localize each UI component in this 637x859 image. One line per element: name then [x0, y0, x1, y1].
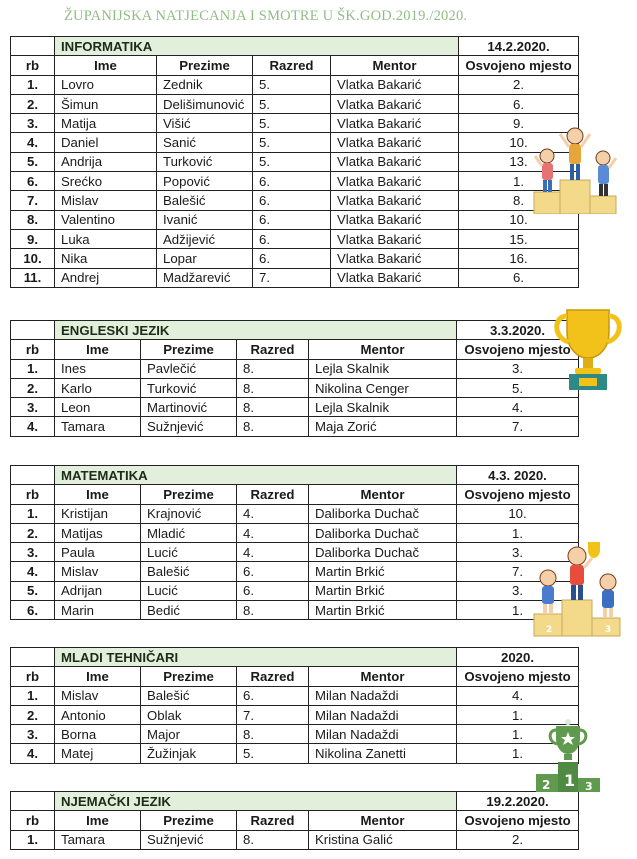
header-prezime: Prezime: [141, 811, 237, 830]
section-title: NJEMAČKI JEZIK: [55, 792, 457, 811]
cell-rb: 4.: [11, 562, 55, 581]
cell-mjesto: 6.: [459, 94, 579, 113]
cell-mjesto: 1.: [457, 705, 579, 724]
cell-ime: Matija: [55, 114, 157, 133]
header-row: [11, 485, 579, 504]
cell-prezime: Pavlečić: [141, 359, 237, 378]
kid-body-left: [542, 163, 553, 180]
table-row: [11, 172, 579, 191]
cell-mentor: Martin Brkić: [309, 562, 457, 581]
cell-rb: 3.: [11, 398, 55, 417]
cell-mjesto: 13.: [459, 152, 579, 171]
cell-rb: 6.: [11, 172, 55, 191]
cell-prezime: Sanić: [157, 133, 253, 152]
cell-prezime: Bedić: [141, 601, 237, 620]
table-row: [11, 725, 579, 744]
cell-mentor: Martin Brkić: [309, 581, 457, 600]
header-rb: rb: [11, 811, 55, 830]
cell-razred: 8.: [237, 417, 309, 436]
cell-mjesto: 3.: [457, 581, 579, 600]
cell-mjesto: 8.: [459, 191, 579, 210]
cell-razred: 8.: [237, 601, 309, 620]
cell-rb: 3.: [11, 725, 55, 744]
cell-razred: 6.: [253, 229, 331, 248]
kid-head-left: [540, 570, 556, 586]
header-razred: Razred: [253, 56, 331, 75]
cell-razred: 5.: [237, 744, 309, 763]
cell-mjesto: 6.: [459, 268, 579, 287]
header-mjesto: Osvojeno mjesto: [457, 485, 579, 504]
table-row: [11, 543, 579, 562]
podium-digit-second: 2: [546, 625, 553, 635]
cell-razred: 4.: [237, 504, 309, 523]
cell-prezime: Martinović: [141, 398, 237, 417]
cell-razred: 5.: [253, 152, 331, 171]
header-mentor: Mentor: [309, 667, 457, 686]
cell-rb: 9.: [11, 229, 55, 248]
cell-ime: Mislav: [55, 686, 141, 705]
cell-razred: 5.: [253, 75, 331, 94]
cell-prezime: Balešić: [157, 191, 253, 210]
cell-razred: 8.: [237, 398, 309, 417]
cell-ime: Borna: [55, 725, 141, 744]
table-row: [11, 249, 579, 268]
podium-digit-third: 3: [585, 780, 593, 793]
trophy-cup: [567, 310, 609, 358]
cell-ime: Tamara: [55, 830, 141, 849]
section-title: MATEMATIKA: [55, 466, 457, 485]
cell-rb: 7.: [11, 191, 55, 210]
cell-mentor: Kristina Galić: [309, 830, 457, 849]
cell-razred: 7.: [253, 268, 331, 287]
cell-mentor: Milan Nadaždi: [309, 725, 457, 744]
table-row: [11, 601, 579, 620]
section-date: 19.2.2020.: [457, 792, 579, 811]
section-title: ENGLESKI JEZIK: [55, 321, 457, 340]
cell-ime: Daniel: [55, 133, 157, 152]
cell-ime: Leon: [55, 398, 141, 417]
header-ime: Ime: [55, 485, 141, 504]
header-razred: Razred: [237, 340, 309, 359]
table-row: [11, 378, 579, 397]
cell-rb: 2.: [11, 705, 55, 724]
header-mentor: Mentor: [309, 811, 457, 830]
podium-trophy-icon: [530, 716, 606, 796]
kids-winners-illustration: [528, 538, 628, 638]
table-row: [11, 152, 579, 171]
cell-mjesto: 9.: [459, 114, 579, 133]
cell-prezime: Major: [141, 725, 237, 744]
cell-razred: 5.: [253, 133, 331, 152]
cell-ime: Lovro: [55, 75, 157, 94]
cell-rb: 3.: [11, 543, 55, 562]
cell-ime: Kristijan: [55, 504, 141, 523]
cell-prezime: Lucić: [141, 581, 237, 600]
table-row: [11, 581, 579, 600]
cell-prezime: Lucić: [141, 543, 237, 562]
cell-mentor: Vlatka Bakarić: [331, 249, 459, 268]
header-mjesto: Osvojeno mjesto: [459, 56, 579, 75]
kid-head-center: [567, 128, 583, 144]
cell-prezime: Sužnjević: [141, 417, 237, 436]
cell-prezime: Zednik: [157, 75, 253, 94]
cell-ime: Antonio: [55, 705, 141, 724]
table-njemacki-jezik: [10, 791, 579, 850]
kid-body-center: [569, 144, 581, 164]
cell-prezime: Lopar: [157, 249, 253, 268]
cell-prezime: Žužinjak: [141, 744, 237, 763]
header-razred: Razred: [237, 485, 309, 504]
cell-rb: 2.: [11, 94, 55, 113]
podium-block-first: [562, 600, 592, 636]
cell-prezime: Balešić: [141, 562, 237, 581]
podium-block-third: [590, 196, 616, 214]
section-date: 2020.: [457, 648, 579, 667]
table-row: [11, 75, 579, 94]
cell-razred: 7.: [237, 705, 309, 724]
cell-ime: Mislav: [55, 562, 141, 581]
table-row: [11, 417, 579, 436]
cell-prezime: Mladić: [141, 523, 237, 542]
header-row: [11, 811, 579, 830]
cell-mentor: Nikolina Zanetti: [309, 744, 457, 763]
cell-mjesto: 10.: [459, 210, 579, 229]
small-trophy-icon: [588, 542, 600, 558]
header-mjesto: Osvojeno mjesto: [457, 811, 579, 830]
cell-razred: 6.: [253, 172, 331, 191]
table-row: [11, 114, 579, 133]
cell-prezime: Madžarević: [157, 268, 253, 287]
cell-mentor: Vlatka Bakarić: [331, 133, 459, 152]
cell-prezime: Balešić: [141, 686, 237, 705]
table-row: [11, 210, 579, 229]
kid-body-right: [598, 165, 609, 184]
cell-rb: 1.: [11, 830, 55, 849]
cell-razred: 5.: [253, 114, 331, 133]
cell-rb: 4.: [11, 417, 55, 436]
table-row: [11, 359, 579, 378]
table-matematika: [10, 465, 579, 620]
cell-rb: 2.: [11, 523, 55, 542]
cell-mentor: Lejla Skalnik: [309, 359, 457, 378]
header-mjesto: Osvojeno mjesto: [457, 340, 579, 359]
cell-mjesto: 2.: [459, 75, 579, 94]
cell-ime: Ines: [55, 359, 141, 378]
cell-mentor: Vlatka Bakarić: [331, 114, 459, 133]
cell-ime: Srećko: [55, 172, 157, 191]
cell-razred: 8.: [237, 725, 309, 744]
header-mentor: Mentor: [309, 340, 457, 359]
cell-ime: Matej: [55, 744, 141, 763]
cell-mentor: Vlatka Bakarić: [331, 268, 459, 287]
trophy-icon: [549, 306, 627, 394]
cell-ime: Adrijan: [55, 581, 141, 600]
cell-rb: 5.: [11, 581, 55, 600]
cell-mentor: Daliborka Duchač: [309, 543, 457, 562]
cell-rb: 1.: [11, 359, 55, 378]
cell-mjesto: 1.: [457, 744, 579, 763]
cell-rb: 1.: [11, 686, 55, 705]
cell-mjesto: 1.: [457, 523, 579, 542]
cell-mjesto: 4.: [457, 398, 579, 417]
cell-rb: 4.: [11, 133, 55, 152]
cell-razred: 6.: [237, 686, 309, 705]
cell-mentor: Maja Zorić: [309, 417, 457, 436]
header-rb: rb: [11, 56, 55, 75]
cell-prezime: Oblak: [141, 705, 237, 724]
cell-razred: 6.: [237, 562, 309, 581]
header-ime: Ime: [55, 56, 157, 75]
cell-rb: 5.: [11, 152, 55, 171]
cell-mentor: Daliborka Duchač: [309, 504, 457, 523]
cell-mentor: Nikolina Cenger: [309, 378, 457, 397]
podium-digit-third: 3: [605, 625, 612, 635]
table-row: [11, 686, 579, 705]
podium-block-first: [560, 180, 590, 214]
kid-head-right: [600, 574, 616, 590]
cell-mjesto: 16.: [459, 249, 579, 268]
cell-mjesto: 4.: [457, 686, 579, 705]
cell-razred: 6.: [253, 249, 331, 268]
header-mjesto: Osvojeno mjesto: [457, 667, 579, 686]
cell-mentor: Milan Nadaždi: [309, 686, 457, 705]
cell-razred: 4.: [237, 543, 309, 562]
section-date: 14.2.2020.: [459, 37, 579, 56]
cell-prezime: Turković: [141, 378, 237, 397]
cell-razred: 5.: [253, 94, 331, 113]
cell-ime: Luka: [55, 229, 157, 248]
table-row: [11, 562, 579, 581]
header-rb: rb: [11, 485, 55, 504]
cell-mentor: Lejla Skalnik: [309, 398, 457, 417]
cell-mjesto: 10.: [457, 504, 579, 523]
header-ime: Ime: [55, 811, 141, 830]
cell-rb: 3.: [11, 114, 55, 133]
cell-mjesto: 3.: [457, 359, 579, 378]
cell-prezime: Turković: [157, 152, 253, 171]
cell-mjesto: 5.: [457, 378, 579, 397]
cell-mentor: Daliborka Duchač: [309, 523, 457, 542]
cell-prezime: Delišimunović: [157, 94, 253, 113]
cell-rb: 10.: [11, 249, 55, 268]
cell-rb: 1.: [11, 504, 55, 523]
cell-ime: Marin: [55, 601, 141, 620]
table-row: [11, 504, 579, 523]
header-mentor: Mentor: [309, 485, 457, 504]
table-informatika: [10, 36, 579, 288]
table-row: [11, 268, 579, 287]
kid-head-center: [568, 547, 586, 565]
section-title: INFORMATIKA: [55, 37, 459, 56]
header-prezime: Prezime: [157, 56, 253, 75]
header-razred: Razred: [237, 667, 309, 686]
table-row: [11, 229, 579, 248]
table-row: [11, 830, 579, 849]
cell-rb: 1.: [11, 75, 55, 94]
cell-mjesto: 3.: [457, 543, 579, 562]
cell-prezime: Adžijević: [157, 229, 253, 248]
header-row: [11, 340, 579, 359]
cell-mentor: Vlatka Bakarić: [331, 94, 459, 113]
cell-ime: Valentino: [55, 210, 157, 229]
cell-ime: Šimun: [55, 94, 157, 113]
cell-mentor: Vlatka Bakarić: [331, 75, 459, 94]
cell-mjesto: 10.: [459, 133, 579, 152]
section-date: 3.3.2020.: [457, 321, 579, 340]
header-row: [11, 667, 579, 686]
cell-razred: 8.: [237, 830, 309, 849]
cell-mjesto: 1.: [459, 172, 579, 191]
header-rb: rb: [11, 340, 55, 359]
cell-razred: 8.: [237, 378, 309, 397]
kid-head-left: [540, 149, 554, 163]
cell-ime: Paula: [55, 543, 141, 562]
cell-mjesto: 15.: [459, 229, 579, 248]
table-row: [11, 133, 579, 152]
cell-ime: Mislav: [55, 191, 157, 210]
section-date: 4.3. 2020.: [457, 466, 579, 485]
page-title: ŽUPANIJSKA NATJECANJA I SMOTRE U ŠK.GOD.2019./2020.: [64, 8, 468, 24]
header-mentor: Mentor: [331, 56, 459, 75]
table-row: [11, 398, 579, 417]
cell-rb: 6.: [11, 601, 55, 620]
cell-razred: 6.: [253, 210, 331, 229]
cell-mentor: Vlatka Bakarić: [331, 152, 459, 171]
cell-mentor: Vlatka Bakarić: [331, 229, 459, 248]
cell-mentor: Vlatka Bakarić: [331, 210, 459, 229]
podium-block-second: [534, 192, 560, 214]
header-prezime: Prezime: [141, 485, 237, 504]
cell-mjesto: 7.: [457, 417, 579, 436]
header-rb: rb: [11, 667, 55, 686]
cell-ime: Nika: [55, 249, 157, 268]
header-prezime: Prezime: [141, 667, 237, 686]
table-row: [11, 523, 579, 542]
header-ime: Ime: [55, 667, 141, 686]
cell-mjesto: 7.: [457, 562, 579, 581]
cell-mentor: Vlatka Bakarić: [331, 191, 459, 210]
table-row: [11, 705, 579, 724]
cell-prezime: Sužnjević: [141, 830, 237, 849]
cell-ime: Karlo: [55, 378, 141, 397]
cell-mentor: Martin Brkić: [309, 601, 457, 620]
cell-mentor: Vlatka Bakarić: [331, 172, 459, 191]
cell-ime: Tamara: [55, 417, 141, 436]
cell-ime: Andrej: [55, 268, 157, 287]
cell-razred: 8.: [237, 359, 309, 378]
table-mladi-tehnicari: [10, 647, 579, 764]
cell-rb: 2.: [11, 378, 55, 397]
table-row: [11, 744, 579, 763]
cell-mjesto: 1.: [457, 725, 579, 744]
header-prezime: Prezime: [141, 340, 237, 359]
table-engleski-jezik: [10, 320, 579, 437]
cell-prezime: Popović: [157, 172, 253, 191]
cell-razred: 6.: [237, 581, 309, 600]
header-row: [11, 56, 579, 75]
cell-ime: Andrija: [55, 152, 157, 171]
header-razred: Razred: [237, 811, 309, 830]
cell-razred: 4.: [237, 523, 309, 542]
cell-rb: 11.: [11, 268, 55, 287]
podium-digit-second: 2: [542, 778, 551, 792]
cell-ime: Matijas: [55, 523, 141, 542]
section-title: MLADI TEHNIČARI: [55, 648, 457, 667]
podium-digit-first: 1: [564, 771, 576, 790]
cell-rb: 8.: [11, 210, 55, 229]
kids-podium-illustration: [530, 122, 620, 214]
cell-rb: 4.: [11, 744, 55, 763]
table-row: [11, 94, 579, 113]
cell-mjesto: 2.: [457, 830, 579, 849]
cell-razred: 6.: [253, 191, 331, 210]
cell-prezime: Ivanić: [157, 210, 253, 229]
cell-prezime: Višić: [157, 114, 253, 133]
table-row: [11, 191, 579, 210]
header-ime: Ime: [55, 340, 141, 359]
cell-mjesto: 1.: [457, 601, 579, 620]
cell-mentor: Milan Nadaždi: [309, 705, 457, 724]
cell-prezime: Krajnović: [141, 504, 237, 523]
kid-head-right: [596, 151, 610, 165]
